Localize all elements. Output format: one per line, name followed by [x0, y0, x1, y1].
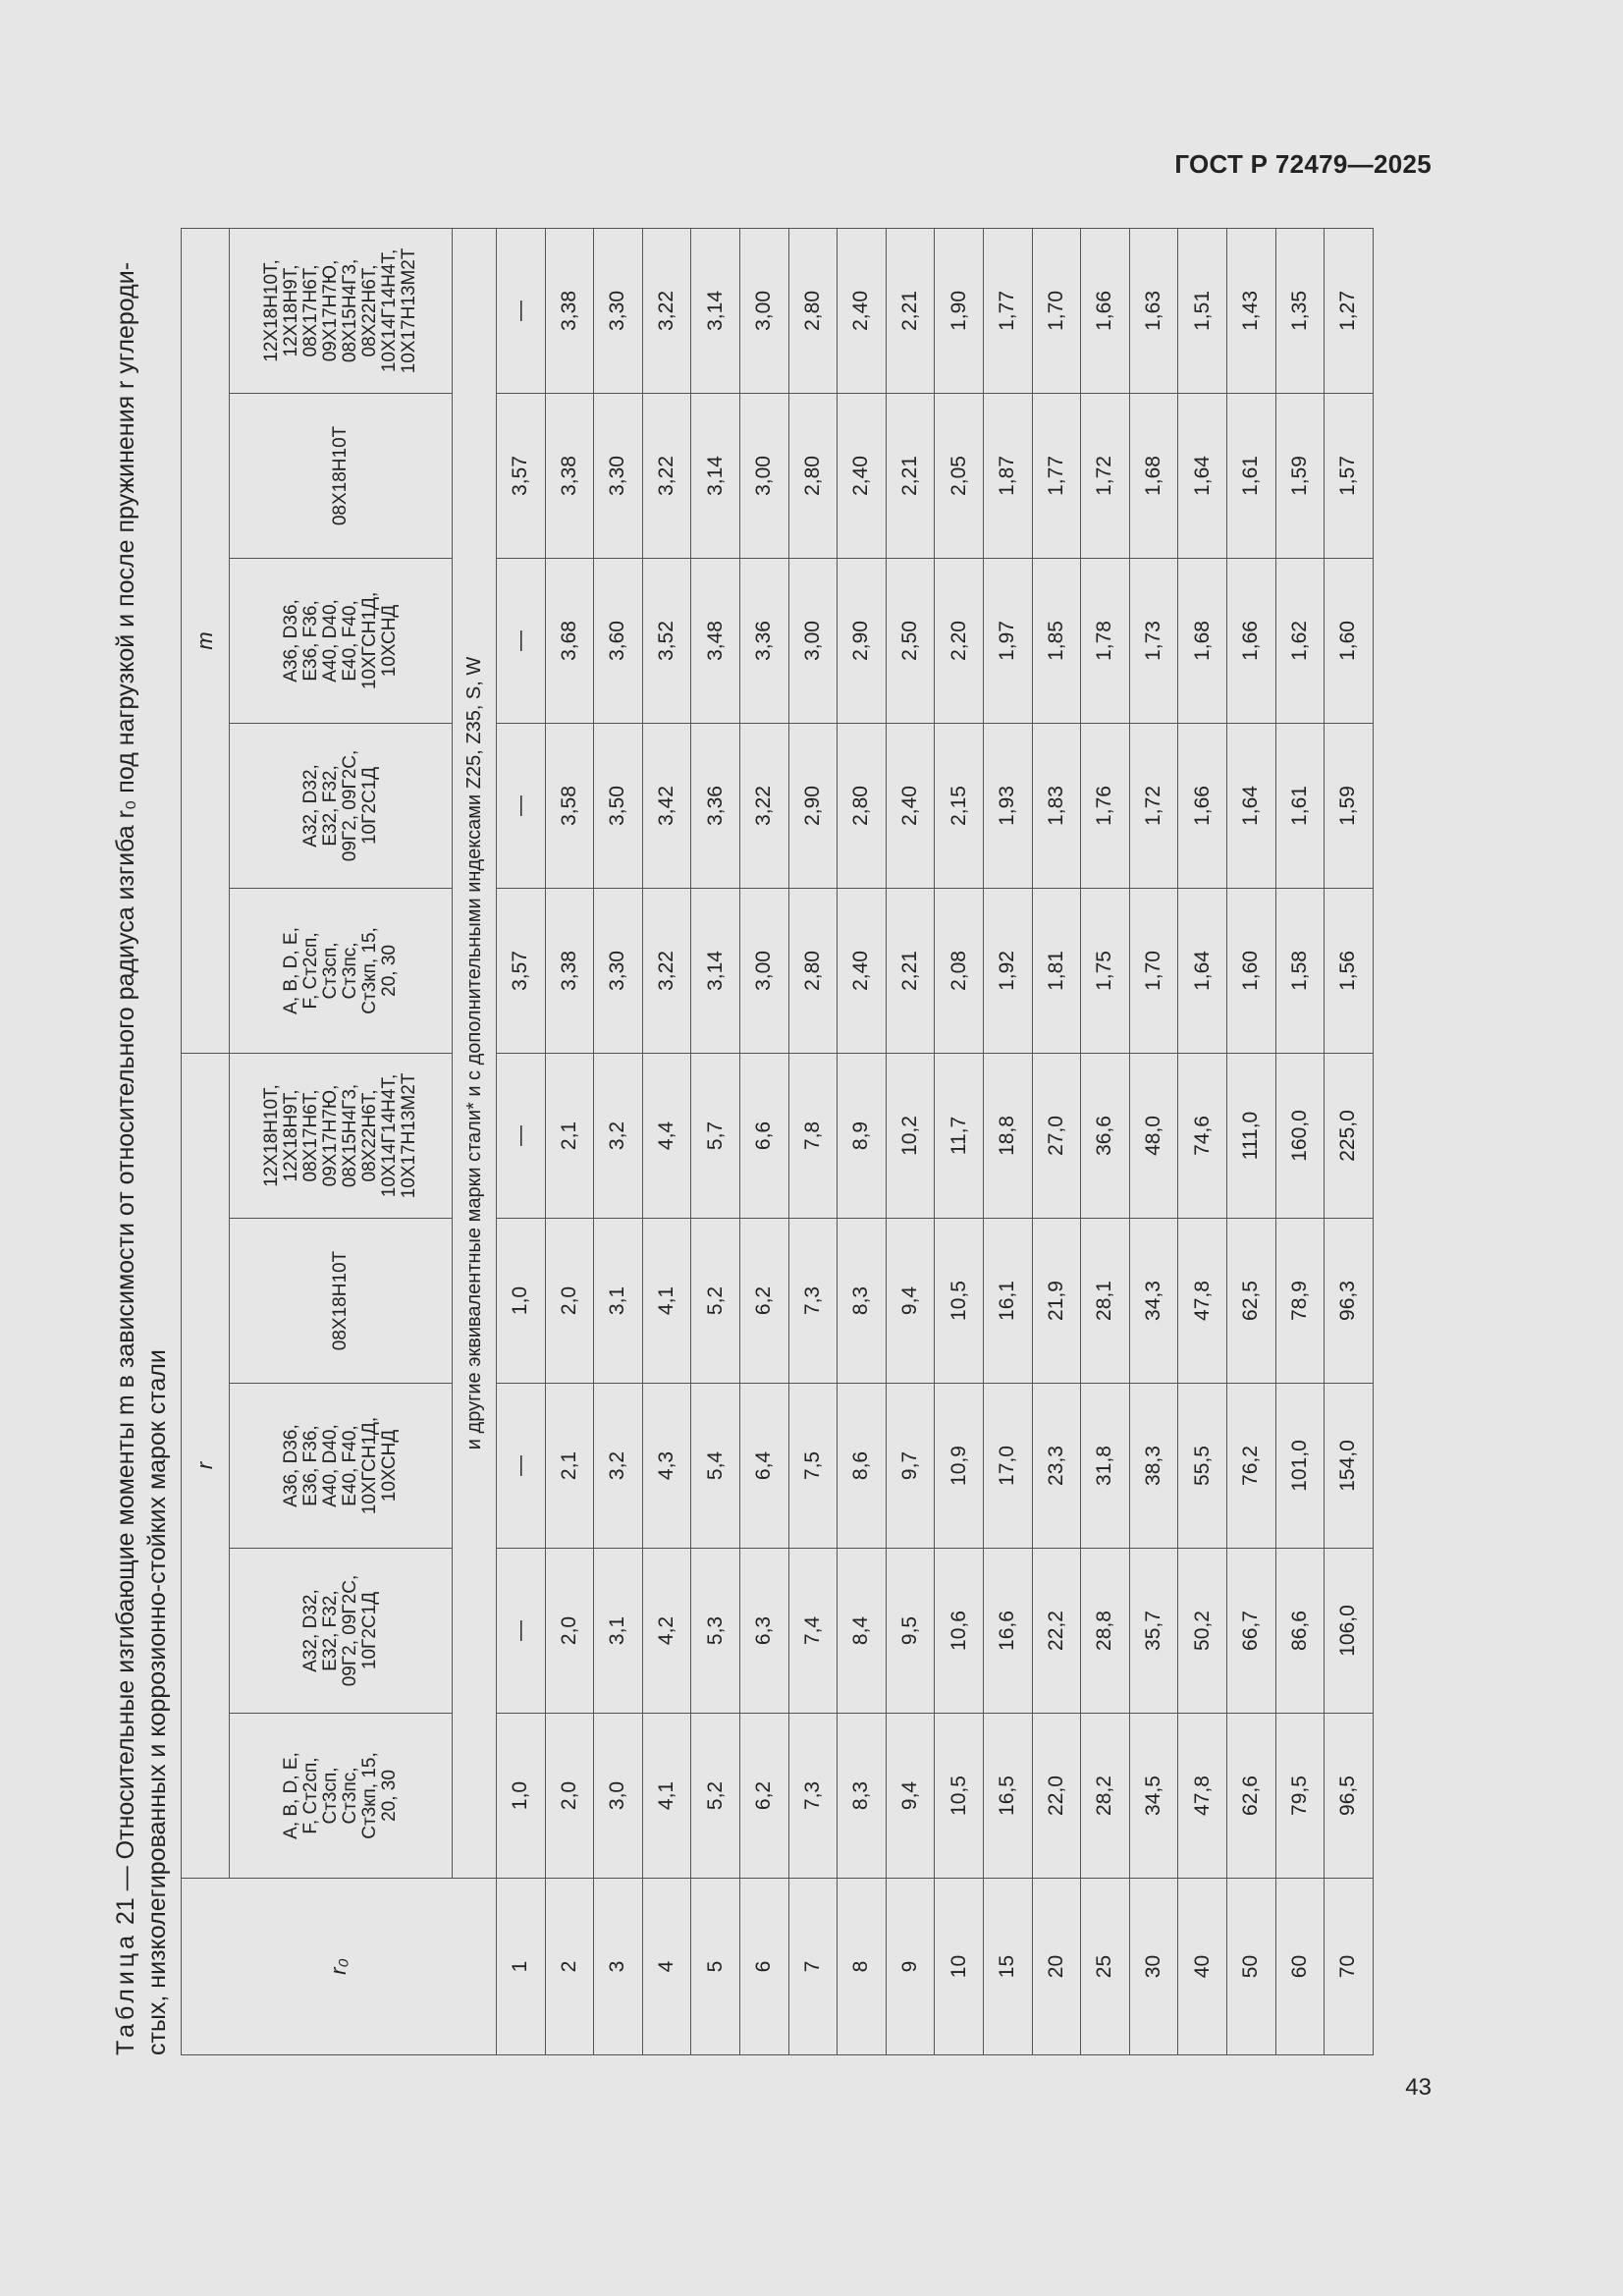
r0-value-cell: 1 — [497, 1879, 546, 2055]
table-body — [497, 228, 1374, 2054]
table-row — [838, 228, 887, 2054]
m-value-cell: 1,87 — [983, 393, 1032, 558]
r-value-cell: 6,2 — [739, 1219, 788, 1384]
r-value-cell: — — [497, 1384, 546, 1549]
r-value-cell: 55,5 — [1178, 1384, 1227, 1549]
m-value-cell: 1,35 — [1275, 228, 1325, 393]
r0-value-cell: 2 — [545, 1879, 594, 2055]
m-value-cell: 1,63 — [1129, 228, 1178, 393]
r-value-cell: 10,2 — [886, 1053, 935, 1218]
table-row — [1129, 228, 1178, 2054]
r-value-cell: 50,2 — [1178, 1549, 1227, 1714]
r-value-cell: 3,1 — [594, 1549, 643, 1714]
m-value-cell: 1,68 — [1129, 393, 1178, 558]
r-value-cell: 62,6 — [1226, 1714, 1275, 1879]
table-row — [1275, 228, 1325, 2054]
r-value-cell: 6,3 — [739, 1549, 788, 1714]
m-value-cell: 1,61 — [1226, 393, 1275, 558]
r-value-cell: 2,0 — [545, 1219, 594, 1384]
r0-value-cell: 5 — [691, 1879, 740, 2055]
r-value-cell: 17,0 — [983, 1384, 1032, 1549]
m-value-cell: 3,38 — [545, 393, 594, 558]
r0-value-cell: 9 — [886, 1879, 935, 2055]
r-value-cell: 16,5 — [983, 1714, 1032, 1879]
r-value-cell: 4,3 — [642, 1384, 691, 1549]
r-value-cell: 11,7 — [935, 1053, 984, 1218]
r-value-cell: 74,6 — [1178, 1053, 1227, 1218]
r-value-cell: 8,3 — [838, 1219, 887, 1384]
r-value-cell: 34,3 — [1129, 1219, 1178, 1384]
m-value-cell: 1,77 — [1032, 393, 1081, 558]
r-value-cell: 4,1 — [642, 1219, 691, 1384]
grade-label: A36, D36, E36, F36, A40, D40, E40, F40, 10ХГСН1Д, 10ХСНД — [281, 591, 400, 690]
r0-value-cell: 25 — [1081, 1879, 1130, 2055]
m-value-cell: 3,68 — [545, 558, 594, 723]
m-value-cell: 1,81 — [1032, 888, 1081, 1053]
m-value-cell: 1,27 — [1325, 228, 1374, 393]
r-value-cell: 76,2 — [1226, 1384, 1275, 1549]
m-value-cell: 1,75 — [1081, 888, 1130, 1053]
m-value-cell: 2,50 — [886, 558, 935, 723]
r0-value-cell: 8 — [838, 1879, 887, 2055]
r-value-cell: 1,0 — [497, 1714, 546, 1879]
grade-label: A32, D32, E32, F32, 09Г2, 09Г2С, 10Г2С1Д — [300, 749, 380, 862]
r-value-cell: 10,6 — [935, 1549, 984, 1714]
m-value-cell: 1,70 — [1129, 888, 1178, 1053]
m-value-cell: 3,14 — [691, 393, 740, 558]
page-number: 43 — [1405, 2074, 1432, 2101]
m-value-cell: 1,66 — [1081, 228, 1130, 393]
r-value-cell: 47,8 — [1178, 1714, 1227, 1879]
header-span-row — [453, 228, 497, 2054]
r-value-cell: 7,4 — [788, 1549, 838, 1714]
m-value-cell: 3,42 — [642, 723, 691, 888]
r-value-cell: 2,0 — [545, 1714, 594, 1879]
header-m-grade-3 — [230, 558, 453, 723]
r0-value-cell: 30 — [1129, 1879, 1178, 2055]
r-value-cell: 62,5 — [1226, 1219, 1275, 1384]
m-value-cell: 1,85 — [1032, 558, 1081, 723]
m-value-cell: 1,90 — [935, 228, 984, 393]
r0-value-cell: 3 — [594, 1879, 643, 2055]
r0-value-cell: 10 — [935, 1879, 984, 2055]
table-row — [545, 228, 594, 2054]
r-value-cell: 28,8 — [1081, 1549, 1130, 1714]
r-value-cell: 9,4 — [886, 1219, 935, 1384]
table-row — [739, 228, 788, 2054]
r0-value-cell: 70 — [1325, 1879, 1374, 2055]
r-value-cell: 21,9 — [1032, 1219, 1081, 1384]
m-value-cell: 3,38 — [545, 888, 594, 1053]
grade-label: A32, D32, E32, F32, 09Г2, 09Г2С, 10Г2С1Д — [300, 1574, 380, 1687]
r-value-cell: 38,3 — [1129, 1384, 1178, 1549]
m-value-cell: 2,15 — [935, 723, 984, 888]
grade-label: A, B, D, E, F, Ст2сп, Ст3сп, Ст3пс, Ст3кп, 15, 20, 30 — [281, 1752, 400, 1839]
m-value-cell: 2,80 — [838, 723, 887, 888]
r-value-cell: 28,2 — [1081, 1714, 1130, 1879]
m-value-cell: — — [497, 723, 546, 888]
m-value-cell: 1,93 — [983, 723, 1032, 888]
r-value-cell: 154,0 — [1325, 1384, 1374, 1549]
r-value-cell: 35,7 — [1129, 1549, 1178, 1714]
r-value-cell: 10,5 — [935, 1219, 984, 1384]
m-value-cell: 2,40 — [886, 723, 935, 888]
m-value-cell: 2,90 — [838, 558, 887, 723]
caption-line-2: стых, низколегированных и коррозионно-стойких марок стали — [143, 1349, 171, 2055]
m-value-cell: 3,36 — [691, 723, 740, 888]
r-value-cell: 34,5 — [1129, 1714, 1178, 1879]
m-value-cell: 3,48 — [691, 558, 740, 723]
r0-value-cell: 40 — [1178, 1879, 1227, 2055]
r-value-cell: 106,0 — [1325, 1549, 1374, 1714]
m-value-cell: 1,68 — [1178, 558, 1227, 723]
m-value-cell: 1,62 — [1275, 558, 1325, 723]
r-value-cell: 8,9 — [838, 1053, 887, 1218]
m-value-cell: 1,59 — [1325, 723, 1374, 888]
table-row — [1178, 228, 1227, 2054]
r0-value-cell: 60 — [1275, 1879, 1325, 2055]
r-value-cell: 48,0 — [1129, 1053, 1178, 1218]
rotated-table-block — [110, 229, 1386, 2055]
r-value-cell: 101,0 — [1275, 1384, 1325, 1549]
m-value-cell: 1,43 — [1226, 228, 1275, 393]
m-value-cell: 3,22 — [642, 228, 691, 393]
m-value-cell: 3,00 — [739, 393, 788, 558]
header-group-r: r — [182, 1053, 230, 1878]
table-row — [886, 228, 935, 2054]
m-value-cell: 1,57 — [1325, 393, 1374, 558]
r-value-cell: 8,3 — [838, 1714, 887, 1879]
m-value-cell: 1,70 — [1032, 228, 1081, 393]
m-value-cell: 3,14 — [691, 888, 740, 1053]
r-value-cell: 16,6 — [983, 1549, 1032, 1714]
m-value-cell: 2,21 — [886, 228, 935, 393]
m-value-cell: 2,40 — [838, 228, 887, 393]
r0-value-cell: 15 — [983, 1879, 1032, 2055]
m-value-cell: 3,60 — [594, 558, 643, 723]
r-value-cell: 3,2 — [594, 1384, 643, 1549]
r-value-cell: 3,1 — [594, 1219, 643, 1384]
m-value-cell: 2,40 — [838, 393, 887, 558]
r-value-cell: 22,0 — [1032, 1714, 1081, 1879]
r-value-cell: 6,2 — [739, 1714, 788, 1879]
m-value-cell: 3,00 — [739, 888, 788, 1053]
header-m-grade-4 — [230, 393, 453, 558]
table-row — [1032, 228, 1081, 2054]
m-value-cell: 1,83 — [1032, 723, 1081, 888]
m-value-cell: 1,64 — [1178, 888, 1227, 1053]
m-value-cell: 3,50 — [594, 723, 643, 888]
r-value-cell: 9,7 — [886, 1384, 935, 1549]
m-value-cell: 1,72 — [1129, 723, 1178, 888]
header-m-grade-1 — [230, 888, 453, 1053]
bending-moment-table — [181, 228, 1374, 2055]
table-row — [642, 228, 691, 2054]
m-value-cell: 3,58 — [545, 723, 594, 888]
m-value-cell: 2,21 — [886, 888, 935, 1053]
m-value-cell: 1,92 — [983, 888, 1032, 1053]
m-value-cell: 2,80 — [788, 393, 838, 558]
header-group-m: m — [182, 228, 230, 1053]
r-value-cell: 3,0 — [594, 1714, 643, 1879]
r-value-cell: 66,7 — [1226, 1549, 1275, 1714]
r-value-cell: 27,0 — [1032, 1053, 1081, 1218]
r-value-cell: 3,2 — [594, 1053, 643, 1218]
r-value-cell: 5,3 — [691, 1549, 740, 1714]
r-value-cell: 5,2 — [691, 1219, 740, 1384]
m-value-cell: 1,58 — [1275, 888, 1325, 1053]
m-value-cell: 1,66 — [1178, 723, 1227, 888]
r-value-cell: 5,4 — [691, 1384, 740, 1549]
m-value-cell: 3,52 — [642, 558, 691, 723]
r-value-cell: 10,9 — [935, 1384, 984, 1549]
r-value-cell: 2,0 — [545, 1549, 594, 1714]
m-value-cell: — — [497, 558, 546, 723]
m-value-cell: 3,36 — [739, 558, 788, 723]
caption-line-1: 21 — Относительные изгибающие моменты m в зависимости от относительного радиуса изгиба r₀ под нагрузкой и после пружинения r углероди- — [112, 261, 139, 1932]
r-value-cell: 7,8 — [788, 1053, 838, 1218]
table-row — [497, 228, 546, 2054]
header-r-grade-2 — [230, 1549, 453, 1714]
header-r-grade-4 — [230, 1219, 453, 1384]
r-value-cell: 8,6 — [838, 1384, 887, 1549]
r-value-cell: — — [497, 1053, 546, 1218]
m-value-cell: 2,08 — [935, 888, 984, 1053]
table-row — [788, 228, 838, 2054]
table-caption — [110, 229, 181, 2055]
r-value-cell: 28,1 — [1081, 1219, 1130, 1384]
header-r-grade-5 — [230, 1053, 453, 1218]
m-value-cell: 2,90 — [788, 723, 838, 888]
grade-label: A36, D36, E36, F36, A40, D40, E40, F40, 10ХГСН1Д, 10ХСНД — [281, 1416, 400, 1515]
steel-grades-note: и другие эквивалентные марки стали* и с дополнительными индексами Z25, Z35, S, W — [453, 228, 497, 1878]
r-value-cell: 6,4 — [739, 1384, 788, 1549]
m-value-cell: 1,51 — [1178, 228, 1227, 393]
m-value-cell: 1,72 — [1081, 393, 1130, 558]
r-value-cell: 4,4 — [642, 1053, 691, 1218]
m-value-cell: 3,22 — [642, 888, 691, 1053]
r-value-cell: 18,8 — [983, 1053, 1032, 1218]
r-value-cell: 16,1 — [983, 1219, 1032, 1384]
header-r-grade-3 — [230, 1384, 453, 1549]
m-value-cell: 3,57 — [497, 393, 546, 558]
m-value-cell: 1,78 — [1081, 558, 1130, 723]
m-value-cell: 1,59 — [1275, 393, 1325, 558]
r-value-cell: 111,0 — [1226, 1053, 1275, 1218]
header-r0: r₀ — [182, 1879, 497, 2055]
header-grades-row — [230, 228, 453, 2054]
r-value-cell: 7,3 — [788, 1219, 838, 1384]
r0-value-cell: 4 — [642, 1879, 691, 2055]
m-value-cell: — — [497, 228, 546, 393]
r-value-cell: 2,1 — [545, 1384, 594, 1549]
r-value-cell: 79,5 — [1275, 1714, 1325, 1879]
m-value-cell: 3,00 — [739, 228, 788, 393]
m-value-cell: 1,64 — [1178, 393, 1227, 558]
m-value-cell: 1,66 — [1226, 558, 1275, 723]
document-code: ГОСТ Р 72479—2025 — [1174, 149, 1432, 179]
table-row — [1226, 228, 1275, 2054]
m-value-cell: 3,38 — [545, 228, 594, 393]
grade-label: 08Х18Н10Т — [330, 425, 351, 526]
r-value-cell: 2,1 — [545, 1053, 594, 1218]
m-value-cell: 2,05 — [935, 393, 984, 558]
r-value-cell: 31,8 — [1081, 1384, 1130, 1549]
header-m-grade-2 — [230, 723, 453, 888]
r-value-cell: 96,5 — [1325, 1714, 1374, 1879]
r-value-cell: 86,6 — [1275, 1549, 1325, 1714]
r-value-cell: 10,5 — [935, 1714, 984, 1879]
m-value-cell: 1,64 — [1226, 723, 1275, 888]
r-value-cell: 8,4 — [838, 1549, 887, 1714]
r-value-cell: 7,5 — [788, 1384, 838, 1549]
table-row — [1325, 228, 1374, 2054]
m-value-cell: 3,57 — [497, 888, 546, 1053]
r-value-cell: 23,3 — [1032, 1384, 1081, 1549]
m-value-cell: 1,56 — [1325, 888, 1374, 1053]
r-value-cell: 5,2 — [691, 1714, 740, 1879]
m-value-cell: 3,30 — [594, 228, 643, 393]
table-row — [1081, 228, 1130, 2054]
grade-label: 08Х18Н10Т — [330, 1250, 351, 1351]
m-value-cell: 1,76 — [1081, 723, 1130, 888]
m-value-cell: 2,80 — [788, 888, 838, 1053]
r-value-cell: 78,9 — [1275, 1219, 1325, 1384]
r-value-cell: 6,6 — [739, 1053, 788, 1218]
table-row — [691, 228, 740, 2054]
r-value-cell: 4,2 — [642, 1549, 691, 1714]
r-value-cell: 36,6 — [1081, 1053, 1130, 1218]
r-value-cell: — — [497, 1549, 546, 1714]
m-value-cell: 2,40 — [838, 888, 887, 1053]
m-value-cell: 3,30 — [594, 888, 643, 1053]
r-value-cell: 1,0 — [497, 1219, 546, 1384]
m-value-cell: 2,21 — [886, 393, 935, 558]
r0-value-cell: 7 — [788, 1879, 838, 2055]
m-value-cell: 1,77 — [983, 228, 1032, 393]
m-value-cell: 2,20 — [935, 558, 984, 723]
r-value-cell: 96,3 — [1325, 1219, 1374, 1384]
header-r-grade-1 — [230, 1714, 453, 1879]
table-row — [983, 228, 1032, 2054]
m-value-cell: 3,00 — [788, 558, 838, 723]
r0-value-cell: 20 — [1032, 1879, 1081, 2055]
m-value-cell: 1,60 — [1325, 558, 1374, 723]
r-value-cell: 22,2 — [1032, 1549, 1081, 1714]
table-row — [594, 228, 643, 2054]
m-value-cell: 1,60 — [1226, 888, 1275, 1053]
grade-label: 12Х18Н10Т, 12Х18Н9Т, 08Х17Н6Т, 09Х17Н7Ю, 08Х15Н4Г3, 08Х22Н6Т, 10Х14Г14Н4Т, 10Х17Н13М2Т — [261, 247, 419, 374]
m-value-cell: 3,14 — [691, 228, 740, 393]
grade-label: A, B, D, E, F, Ст2сп, Ст3сп, Ст3пс, Ст3кп, 15, 20, 30 — [281, 927, 400, 1014]
caption-prefix: Таблица — [112, 1931, 139, 2055]
m-value-cell: 1,61 — [1275, 723, 1325, 888]
r-value-cell: 47,8 — [1178, 1219, 1227, 1384]
r0-value-cell: 6 — [739, 1879, 788, 2055]
r-value-cell: 9,5 — [886, 1549, 935, 1714]
grade-label: 12Х18Н10Т, 12Х18Н9Т, 08Х17Н6Т, 09Х17Н7Ю, 08Х15Н4Г3, 08Х22Н6Т, 10Х14Г14Н4Т, 10Х17Н13М2Т — [261, 1072, 419, 1199]
m-value-cell: 1,97 — [983, 558, 1032, 723]
m-value-cell: 3,30 — [594, 393, 643, 558]
m-value-cell: 1,73 — [1129, 558, 1178, 723]
m-value-cell: 3,22 — [739, 723, 788, 888]
table-row — [935, 228, 984, 2054]
r-value-cell: 9,4 — [886, 1714, 935, 1879]
header-m-grade-5 — [230, 228, 453, 393]
m-value-cell: 3,22 — [642, 393, 691, 558]
r-value-cell: 160,0 — [1275, 1053, 1325, 1218]
m-value-cell: 2,80 — [788, 228, 838, 393]
r-value-cell: 4,1 — [642, 1714, 691, 1879]
r0-value-cell: 50 — [1226, 1879, 1275, 2055]
r-value-cell: 7,3 — [788, 1714, 838, 1879]
r-value-cell: 225,0 — [1325, 1053, 1374, 1218]
r-value-cell: 5,7 — [691, 1053, 740, 1218]
